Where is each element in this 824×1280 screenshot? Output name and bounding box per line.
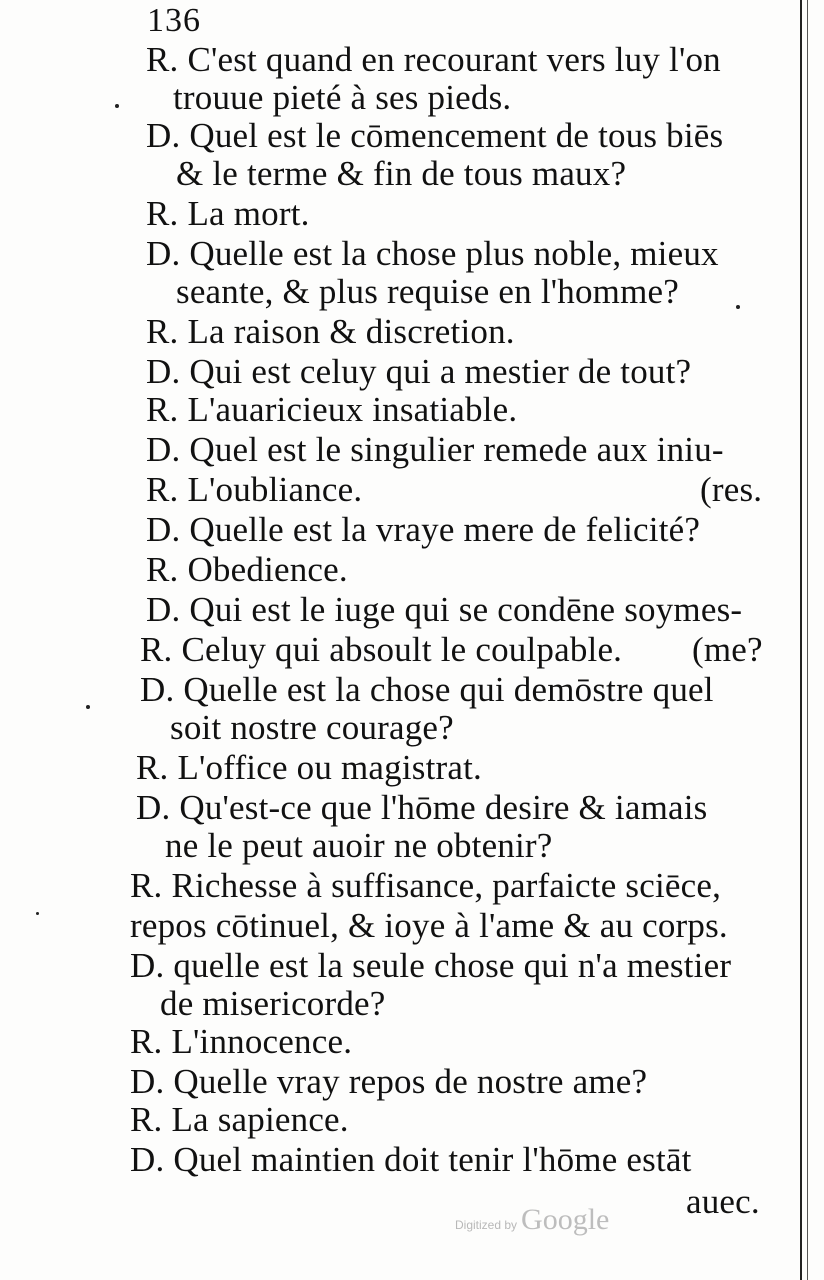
text-line: & le terme & fin de tous maux?	[176, 154, 627, 193]
text-line: D. Quel est le cōmencement de tous biēs	[146, 116, 724, 155]
text-line: D. Qui est celuy qui a mestier de tout?	[146, 352, 692, 391]
text-line: R. C'est quand en recourant vers luy l'on	[146, 40, 721, 79]
text-line: R. La sapience.	[130, 1100, 349, 1139]
google-logo: Google	[521, 1203, 610, 1236]
text-line-turnover: (me?	[692, 630, 763, 669]
text-line: R. Richesse à suffisance, parfaicte sciēce,	[130, 866, 722, 905]
text-line: D. Quelle est la chose qui demōstre quel	[140, 670, 714, 709]
text-line: R. L'office ou magistrat.	[136, 748, 482, 787]
ink-speck	[736, 305, 740, 309]
text-line: soit nostre courage?	[170, 708, 454, 747]
text-line: R. Obedience.	[146, 550, 348, 589]
watermark-prefix: Digitized by	[455, 1218, 518, 1232]
text-line: D. Qu'est-ce que l'hōme desire & iamais	[136, 788, 708, 827]
text-line: R. L'auaricieux insatiable.	[146, 390, 518, 429]
catchword: auec.	[686, 1182, 760, 1221]
text-line: D. Quelle est la chose plus noble, mieux	[146, 234, 719, 273]
text-line-turnover: (res.	[700, 470, 763, 509]
ink-speck	[86, 705, 90, 709]
text-line: R. Celuy qui absoult le coulpable.	[140, 630, 623, 669]
text-line: seante, & plus requise en l'homme?	[176, 272, 679, 311]
text-line: D. Quel est le singulier remede aux iniu-	[146, 430, 724, 469]
text-line: repos cōtinuel, & ioye à l'ame & au corps.	[130, 906, 728, 945]
page-number: 136	[147, 2, 201, 39]
text-line: D. Quel maintien doit tenir l'hōme estāt	[130, 1140, 692, 1179]
text-line: trouue pieté à ses pieds.	[173, 78, 512, 117]
text-line: ne le peut auoir ne obtenir?	[165, 826, 553, 865]
text-line: R. La mort.	[146, 194, 310, 233]
text-line: D. Quelle est la vraye mere de felicité?	[146, 510, 701, 549]
text-line: D. Qui est le iuge qui se condēne soymes-	[146, 590, 743, 629]
digitized-watermark	[455, 1203, 609, 1237]
text-line: D. quelle est la seule chose qui n'a mestier	[130, 946, 732, 985]
text-line: de misericorde?	[160, 984, 386, 1023]
text-line: R. L'oubliance.	[146, 470, 363, 509]
ink-speck	[36, 912, 39, 915]
text-line: R. La raison & discretion.	[146, 312, 515, 351]
text-line: R. L'innocence.	[130, 1022, 353, 1061]
text-line: D. Quelle vray repos de nostre ame?	[130, 1062, 648, 1101]
ink-speck	[115, 104, 119, 108]
